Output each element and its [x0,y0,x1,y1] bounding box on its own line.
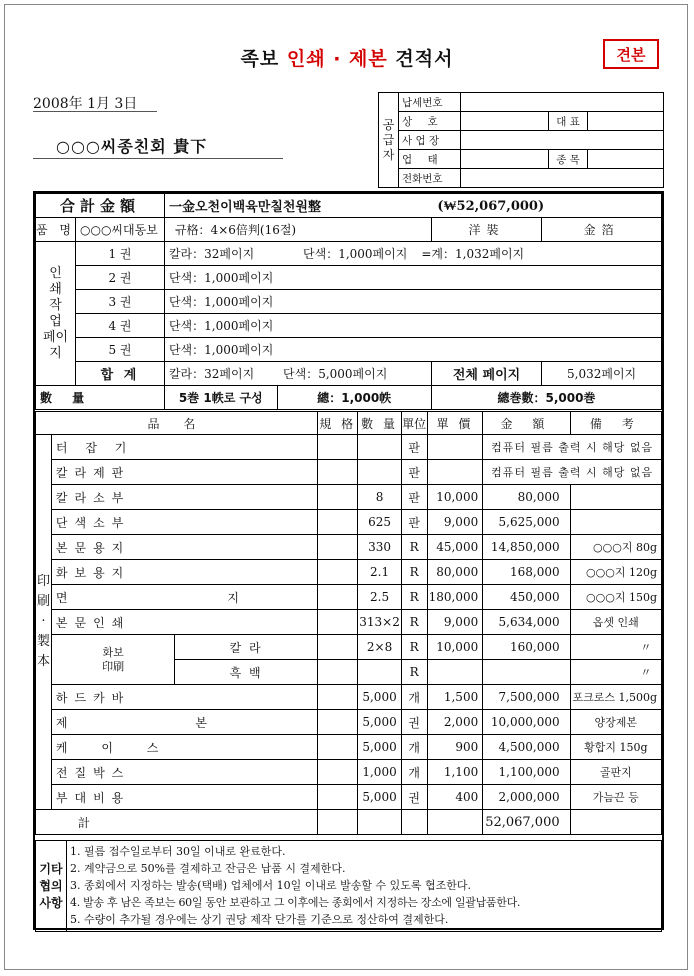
supplier-value [461,150,549,169]
item-spec [317,685,358,710]
total-amount: (₩52,067,000) [431,194,661,218]
item-note: 옵셋 인쇄 [570,610,661,635]
item-amount [483,660,570,685]
item-name: 칼 라 [175,635,318,660]
item-spec [317,660,358,685]
item-unit: R [401,610,427,635]
table-row [36,610,662,635]
supplier-value [588,150,664,169]
supplier-label: 납세번호 [399,93,461,112]
item-name: 전질박스 [51,760,317,785]
table-row [36,760,662,785]
item-price: 45,000 [427,535,482,560]
item-group-label: 화보 印刷 [51,635,174,685]
table-row [36,485,662,510]
header-unit: 單位 [401,412,427,435]
note-line: 1. 필름 접수일로부터 30일 이내로 완료한다. [70,845,286,858]
quantity-composition: 5巻 1帙로 구성 [164,386,277,410]
supplier-label: 사 업 장 [399,131,461,150]
total-row [36,810,662,835]
table-row [36,510,662,535]
table-row [36,710,662,735]
item-unit: R [401,535,427,560]
note-line: 3. 종회에서 지정하는 발송(택배) 업체에서 10일 이내로 발송할 수 있도록 협조한다. [70,879,471,892]
notes-table [35,840,662,932]
item-spec [317,760,358,785]
item-qty: 1,000 [358,760,401,785]
table-row [36,585,662,610]
volume-label: 3 권 [76,290,165,314]
item-spec [317,810,358,835]
title-prefix: 족보 [240,48,287,70]
item-name: 터 잡 기 [51,435,317,460]
item-unit: 판 [401,460,427,485]
product-name: ○○○씨대동보 [76,218,165,242]
items-table [35,411,662,835]
item-price: 1,100 [427,760,482,785]
item-unit: R [401,585,427,610]
item-name: 케 이 스 [51,735,317,760]
item-unit [401,810,427,835]
item-qty [358,810,401,835]
item-amount: 80,000 [483,485,570,510]
item-qty [358,660,401,685]
item-note: ○○○지 150g [570,585,661,610]
supplier-side-label: 공급자 [379,93,399,188]
all-pages-label: 전체 페이지 [431,362,541,386]
note-line: 5. 수량이 추가될 경우에는 상기 권당 제작 단가를 기준으로 정산하여 결제한다. [70,913,449,926]
total-korean: 一金오천이백육만칠천원整 [164,194,431,218]
volume-pages: 단색：1,000페이지 [164,314,661,338]
item-price [427,435,482,460]
table-row [36,635,662,660]
item-amount: 5,625,000 [483,510,570,535]
item-spec [317,610,358,635]
item-name: 제 본 [51,710,317,735]
item-unit: 개 [401,760,427,785]
item-spec [317,535,358,560]
equals-sign: = [421,247,432,261]
item-note: 포크로스 1,500g [570,685,661,710]
date-underline [33,111,157,112]
item-unit: R [401,635,427,660]
item-unit: 판 [401,485,427,510]
item-unit: R [401,560,427,585]
item-qty: 5,000 [358,785,401,810]
header-note: 備 考 [570,412,661,435]
total-label: 合計金額 [36,194,165,218]
item-spec [317,460,358,485]
item-note: 황합지 150g [570,735,661,760]
product-name-label: 품 명 [36,218,76,242]
note-line: 2. 계약금으로 50%를 결제하고 잔금은 납품 시 결제한다. [70,862,346,875]
supplier-value [461,131,664,150]
all-pages-value: 5,032페이지 [542,362,662,386]
item-note: 〃 [570,660,661,685]
item-price: 9,000 [427,610,482,635]
item-remark: 컴퓨터 필름 출력 시 해당 없음 [483,460,662,485]
item-spec [317,485,358,510]
note-line: 4. 발송 후 남은 족보는 60일 동안 보관하고 그 이후에는 종회에서 지정하는 장소에 일괄납품한다. [70,896,521,909]
pages-sum-color: 칼라：32페이지 [164,362,277,386]
pages-sum-mono: 단색：5,000페이지 [277,362,431,386]
supplier-table [378,92,664,188]
item-amount: 160,000 [483,635,570,660]
header-amount: 金 額 [483,412,570,435]
item-name: 칼라제판 [51,460,317,485]
supplier-extra-label: 대 표 [549,112,588,131]
item-qty [358,460,401,485]
table-row [36,735,662,760]
item-qty: 2.5 [358,585,401,610]
product-spec: 규格：4×6倍判(16절) [164,218,431,242]
item-spec [317,510,358,535]
item-qty: 625 [358,510,401,535]
items-total-amount: 52,067,000 [483,810,570,835]
item-name: 본문용지 [51,535,317,560]
estimate-summary-table [35,193,662,410]
item-amount: 2,000,000 [483,785,570,810]
item-amount: 10,000,000 [483,710,570,735]
item-qty: 5,000 [358,710,401,735]
item-spec [317,635,358,660]
item-note [570,810,661,835]
addressee-underline [33,158,283,159]
supplier-label: 업 태 [399,150,461,169]
product-foil: 金箔 [542,218,662,242]
item-spec [317,785,358,810]
item-note: ○○○지 80g [570,535,661,560]
item-amount: 168,000 [483,560,570,585]
item-price: 180,000 [427,585,482,610]
item-amount: 450,000 [483,585,570,610]
volume-label: 5 권 [76,338,165,362]
table-row [36,535,662,560]
table-row [36,560,662,585]
header-qty: 數 量 [358,412,401,435]
item-qty [358,435,401,460]
item-qty: 330 [358,535,401,560]
pages-sum-label: 합 계 [76,362,165,386]
volume-label: 1 권 [76,242,165,266]
item-note: 골판지 [570,760,661,785]
item-spec [317,735,358,760]
supplier-value [461,112,549,131]
product-binding: 洋裝 [431,218,541,242]
item-price: 9,000 [427,510,482,535]
volume-label: 2 권 [76,266,165,290]
table-row [36,685,662,710]
item-name: 부대비용 [51,785,317,810]
header-name: 品 名 [36,412,318,435]
notes-label: 기타 협의 사항 [36,841,67,932]
item-price: 10,000 [427,635,482,660]
item-price [427,660,482,685]
item-unit: 권 [401,710,427,735]
item-amount: 7,500,000 [483,685,570,710]
volume-pages: 단색：1,000페이지 [164,266,661,290]
item-note [570,510,661,535]
item-qty: 2.1 [358,560,401,585]
item-note: ○○○지 120g [570,560,661,585]
volume-mono: 단색：1,000페이지 = [277,242,431,266]
item-qty: 2×8 [358,635,401,660]
table-row [36,785,662,810]
item-amount: 4,500,000 [483,735,570,760]
item-qty: 5,000 [358,685,401,710]
item-price: 900 [427,735,482,760]
item-amount: 5,634,000 [483,610,570,635]
volume-label: 4 권 [76,314,165,338]
item-price: 1,500 [427,685,482,710]
item-unit: 판 [401,510,427,535]
item-qty: 5,000 [358,735,401,760]
item-price: 2,000 [427,710,482,735]
sample-stamp: 견본 [603,39,659,69]
notes-list [67,841,662,932]
item-note: 〃 [570,635,661,660]
item-unit: R [401,660,427,685]
item-qty: 313×2 [358,610,401,635]
supplier-extra-label: 종 목 [549,150,588,169]
volume-total: 계：1,032페이지 [431,242,661,266]
title-red: 인쇄 · 제본 [286,48,388,70]
item-spec [317,585,358,610]
document-title [0,44,694,71]
header-spec: 規 格 [317,412,358,435]
supplier-label: 상 호 [399,112,461,131]
item-note: 양장제본 [570,710,661,735]
quantity-volumes: 總巻數：5,000巻 [431,386,661,410]
quantity-sets: 總：1,000帙 [277,386,431,410]
issue-date: 2008年 1月 3日 [33,96,138,112]
item-name: 흑 백 [175,660,318,685]
item-note [570,485,661,510]
items-total-label: 計 [36,810,318,835]
item-spec [317,435,358,460]
item-amount: 14,850,000 [483,535,570,560]
supplier-value [588,112,664,131]
item-name: 화보용지 [51,560,317,585]
volume-color: 칼라：32페이지 [164,242,277,266]
pages-side-label: 인 쇄 작 업 페이지 [36,242,76,386]
item-name: 칼라소부 [51,485,317,510]
item-spec [317,560,358,585]
items-side-label: 印 刷 · 製 本 [36,435,52,810]
item-unit: 권 [401,785,427,810]
supplier-label: 전화번호 [399,169,461,188]
item-price: 80,000 [427,560,482,585]
volume-pages: 단색：1,000페이지 [164,338,661,362]
item-note: 가늠끈 등 [570,785,661,810]
table-row [36,435,662,460]
item-price [427,460,482,485]
supplier-value [461,93,664,112]
item-price: 400 [427,785,482,810]
item-unit: 개 [401,685,427,710]
header-price: 單 價 [427,412,482,435]
item-spec [317,710,358,735]
quantity-label: 數 量 [36,386,165,410]
title-suffix: 견적서 [387,48,454,70]
item-remark: 컴퓨터 필름 출력 시 해당 없음 [483,435,662,460]
item-name: 면 지 [51,585,317,610]
item-unit: 판 [401,435,427,460]
addressee: ○○○씨종친회 貴下 [56,137,208,156]
item-price: 10,000 [427,485,482,510]
item-qty: 8 [358,485,401,510]
table-row [36,460,662,485]
volume-pages: 단색：1,000페이지 [164,290,661,314]
item-name: 본문인쇄 [51,610,317,635]
item-price [427,810,482,835]
supplier-value [461,169,664,188]
item-name: 단색소부 [51,510,317,535]
item-amount: 1,100,000 [483,760,570,785]
item-name: 하드카바 [51,685,317,710]
item-unit: 개 [401,735,427,760]
